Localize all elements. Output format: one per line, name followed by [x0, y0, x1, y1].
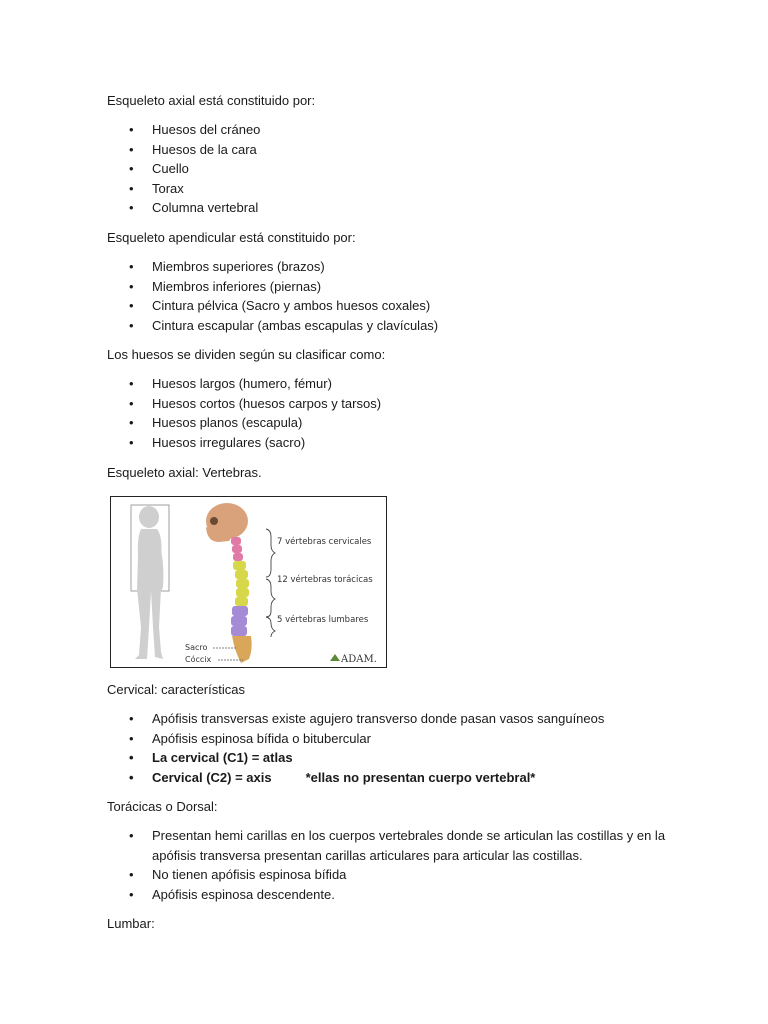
human-silhouette-icon: [131, 505, 169, 659]
bullet-icon: •: [129, 711, 134, 726]
vertebra: [231, 616, 247, 626]
list-item: • Huesos irregulares (sacro): [107, 433, 381, 453]
list-item: • Huesos de la cara: [107, 140, 260, 160]
bullet-icon: •: [129, 828, 134, 843]
bullet-icon: •: [129, 278, 134, 294]
thoracic-vertebrae-icon: [233, 561, 249, 606]
adam-logo-icon: [330, 654, 340, 661]
skull-icon: [206, 503, 248, 542]
list-item: • No tienen apófisis espinosa bífida: [107, 865, 692, 885]
vertebra: [232, 545, 242, 553]
vertebra: [232, 606, 248, 616]
cervical-note: *ellas no presentan cuerpo vertebral*: [305, 769, 536, 785]
vertebra: [235, 570, 248, 579]
bullet-icon: •: [129, 376, 134, 391]
vertebra: [236, 579, 249, 588]
brace-lumbar-icon: [266, 617, 275, 637]
list-item: • Torax: [107, 179, 260, 199]
lumbar-vertebrae-icon: [231, 606, 248, 636]
label-toracicas: 12 vértebras torácicas: [277, 575, 373, 585]
vertebra: [231, 626, 247, 636]
silhouette-head: [139, 506, 159, 528]
list-item: • Cintura pélvica (Sacro y ambos huesos coxales): [107, 296, 438, 316]
clasificacion-intro: Los huesos se dividen según su clasificar como:: [107, 347, 386, 362]
vertebra: [235, 597, 248, 606]
list-item: • Presentan hemi carillas en los cuerpos vertebrales donde se articulan las costillas y en la apófisis transversa presentan carillas articulares para articular las costillas.: [129, 828, 666, 863]
bullet-icon: •: [129, 200, 134, 216]
spine-illustration: [110, 496, 387, 668]
brace-thoracic-icon: [266, 579, 275, 617]
list-item: • Apófisis espinosa bífida o bitubercular: [107, 729, 604, 749]
list-item: • Cuello: [107, 159, 260, 179]
bullet-icon: •: [129, 259, 134, 274]
clasificacion-list: [107, 374, 381, 452]
list-item: • Huesos planos (escapula): [107, 413, 381, 433]
list-item: • Huesos del cráneo: [107, 120, 260, 140]
axial-list: [107, 120, 260, 218]
bullet-icon: •: [129, 415, 134, 431]
label-cervicales: 7 vértebras cervicales: [277, 537, 372, 547]
apendicular-intro: Esqueleto apendicular está constituido por:: [107, 230, 356, 245]
list-item: • Huesos cortos (huesos carpos y tarsos): [107, 394, 381, 414]
list-item: • Cintura escapular (ambas escapulas y clavículas): [107, 316, 438, 336]
list-item: • Columna vertebral: [107, 198, 260, 218]
vertebra: [233, 561, 246, 570]
label-coccix: Cóccix: [185, 655, 212, 664]
apendicular-list: [107, 257, 438, 335]
list-item: • Apófisis transversas existe agujero transverso donde pasan vasos sanguíneos: [107, 709, 604, 729]
bullet-icon: •: [129, 317, 134, 333]
list-item: • Cervical (C2) = axis *ellas no presentan cuerpo vertebral*: [107, 768, 604, 788]
bullet-icon: •: [129, 141, 134, 157]
cervical-vertebrae-icon: [231, 537, 243, 561]
axial-intro: Esqueleto axial está constituido por:: [107, 93, 316, 108]
bullet-icon: •: [129, 867, 134, 883]
bullet-icon: •: [129, 122, 134, 137]
cervical-list: [107, 709, 604, 787]
bullet-icon: •: [129, 886, 134, 902]
vertebras-heading: Esqueleto axial: Vertebras.: [107, 465, 262, 480]
list-item: • Miembros inferiores (piernas): [107, 277, 438, 297]
vertebra: [231, 537, 241, 545]
label-lumbares: 5 vértebras lumbares: [277, 615, 369, 625]
lumbar-heading: Lumbar:: [107, 916, 155, 931]
list-item: • Apófisis espinosa descendente.: [107, 885, 692, 905]
bullet-icon: •: [129, 769, 134, 785]
label-sacro: Sacro: [185, 643, 208, 652]
bullet-icon: •: [129, 395, 134, 411]
vertebra: [233, 553, 243, 561]
list-item: • Huesos largos (humero, fémur): [107, 374, 381, 394]
bullet-icon: •: [129, 161, 134, 177]
bullet-icon: •: [129, 730, 134, 746]
toracicas-heading: Torácicas o Dorsal:: [107, 799, 218, 814]
brace-cervical-icon: [266, 529, 275, 577]
bullet-icon: •: [129, 180, 134, 196]
list-item: • Miembros superiores (brazos): [107, 257, 438, 277]
vertebra: [236, 588, 249, 597]
cervical-heading: Cervical: características: [107, 682, 245, 697]
toracicas-list: [107, 826, 692, 904]
sacrum-icon: [232, 636, 252, 663]
bullet-icon: •: [129, 298, 134, 314]
bullet-icon: •: [129, 750, 134, 766]
adam-logo-text: ADAM.: [341, 654, 377, 665]
list-item: • La cervical (C1) = atlas: [107, 748, 604, 768]
bullet-icon: •: [129, 434, 134, 450]
